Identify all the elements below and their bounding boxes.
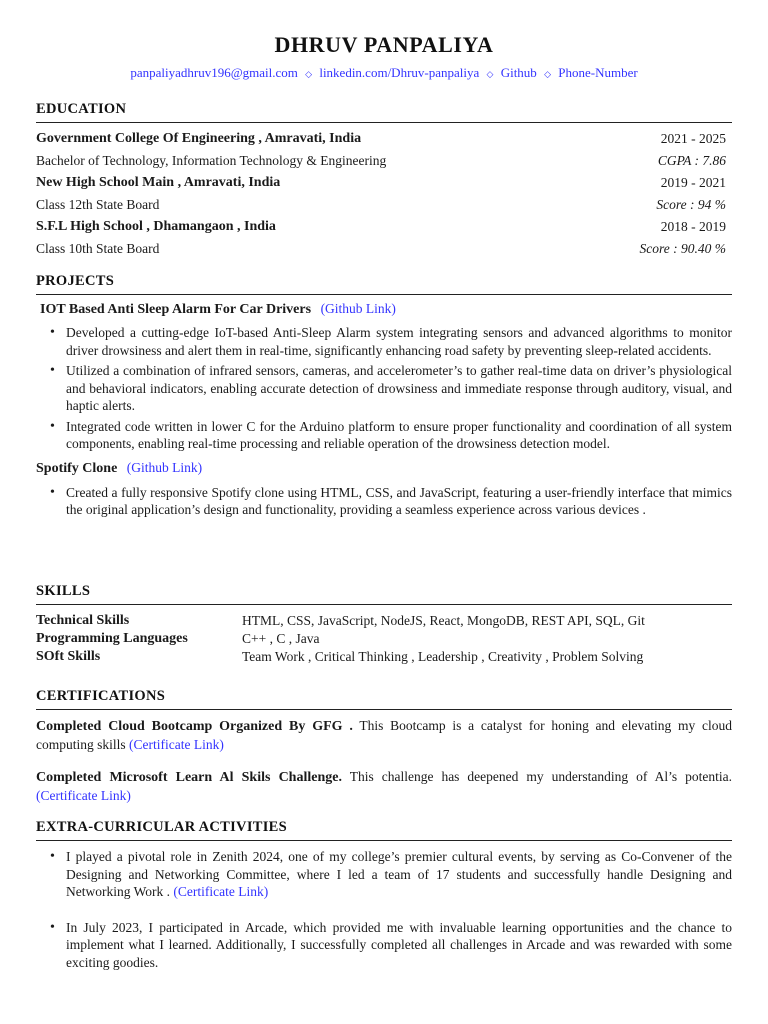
certification-name: Completed Microsoft Learn Al Skils Challenge. bbox=[36, 770, 342, 785]
contact-line bbox=[36, 65, 732, 81]
section-title: CERTIFICATIONS bbox=[36, 688, 732, 710]
project-title bbox=[36, 460, 732, 477]
separator-diamond-icon: ◇ bbox=[486, 70, 494, 80]
certifications-section bbox=[36, 688, 732, 805]
degree: Bachelor of Technology, Information Technology & Engineering bbox=[36, 153, 387, 168]
section-title: PROJECTS bbox=[36, 273, 732, 295]
activity-text: In July 2023, I participated in Arcade, which provided me with invaluable learning opportunities and the chance to implement what I learned. Additionally, I successfully completed all challenges in Arcade and was rewarded with some exciting goodies. bbox=[66, 919, 732, 970]
certificate-link[interactable]: (Certificate Link) bbox=[173, 884, 269, 899]
certification-text: This Bootcamp is a catalyst for honing and elevating my cloud computing skills bbox=[36, 718, 732, 752]
certification-name: Completed Cloud Bootcamp Organized By GFG . bbox=[36, 719, 353, 734]
education-detail bbox=[36, 150, 732, 172]
education-entry bbox=[36, 172, 732, 194]
list-item: • Created a fully responsive Spotify clone using HTML, CSS, and JavaScript, featuring a user-friendly interface that mimics the original application’s design and functionality, providing a seamless experience across various devices . bbox=[50, 484, 732, 519]
skills-table bbox=[36, 612, 732, 666]
activity-text: I played a pivotal role in Zenith 2024, one of my college’s premier cultural events, by serving as Co-Convener of the Designing and Networking Committee, where I led a team of 17 students and successfully handle Designing and Networking Work . bbox=[66, 849, 732, 899]
skill-value: HTML, CSS, JavaScript, NodeJS, React, MongoDB, REST API, SQL, Git bbox=[242, 613, 645, 628]
skills-section bbox=[36, 583, 732, 666]
separator-diamond-icon: ◇ bbox=[544, 70, 551, 80]
list-item bbox=[50, 919, 732, 972]
skill-label: SOft Skills bbox=[36, 649, 101, 664]
list-item bbox=[50, 848, 732, 901]
score: Score : 90.40 % bbox=[639, 241, 726, 256]
section-title: SKILLS bbox=[36, 583, 732, 605]
certification-item bbox=[36, 768, 732, 805]
separator-diamond-icon: ◇ bbox=[305, 70, 313, 80]
education-entry bbox=[36, 128, 732, 150]
github-link[interactable]: Github bbox=[500, 65, 537, 80]
education-detail bbox=[36, 238, 732, 260]
school-years: 2019 - 2021 bbox=[660, 175, 726, 190]
candidate-name: DHRUV PANPALIYA bbox=[274, 32, 494, 57]
section-title: EDUCATION bbox=[36, 101, 732, 123]
section-title: EXTRA-CURRICULAR ACTIVITIES bbox=[36, 819, 732, 841]
extracurricular-section bbox=[36, 819, 732, 971]
education-detail bbox=[36, 194, 732, 216]
project-title bbox=[40, 301, 732, 318]
linkedin-link[interactable]: linkedin.com/Dhruv-panpaliya bbox=[319, 65, 480, 80]
list-item: • Utilized a combination of infrared sensors, cameras, and accelerometer’s to gather real-time data on driver’s physiological and behavioral indicators, enabling accurate detection of drowsiness and immediate response through auditory, visual, and haptic alerts. bbox=[50, 362, 732, 415]
degree: Class 12th State Board bbox=[36, 197, 160, 212]
school-years: 2021 - 2025 bbox=[660, 131, 726, 146]
education-entry bbox=[36, 216, 732, 238]
email-link[interactable]: panpaliyadhruv196@gmail.com bbox=[130, 65, 298, 80]
certification-item bbox=[36, 717, 732, 754]
project-bullets bbox=[50, 484, 732, 519]
school-name: Government College Of Engineering , Amravati, India bbox=[36, 131, 362, 146]
phone-link[interactable]: Phone-Number bbox=[558, 65, 638, 80]
score: CGPA : 7.86 bbox=[657, 153, 726, 168]
certificate-link[interactable]: (Certificate Link) bbox=[36, 788, 131, 803]
activity-bullets bbox=[50, 848, 732, 971]
list-item: • Integrated code written in lower C for the Arduino platform to ensure proper functionality and coordination of all system components, enabling real-time processing and reliable operation of the drowsiness detection model. bbox=[50, 418, 732, 453]
project-bullets bbox=[50, 324, 732, 453]
school-years: 2018 - 2019 bbox=[660, 219, 726, 234]
school-name: S.F.L High School , Dhamangaon , India bbox=[36, 219, 276, 234]
skill-label: Technical Skills bbox=[36, 613, 130, 628]
list-item: • Developed a cutting-edge IoT-based Anti-Sleep Alarm system integrating sensors and advanced algorithms to monitor driver drowsiness and alert them in real-time, significantly enhancing road safety by preventing sleep-related accidents. bbox=[50, 324, 732, 359]
skill-label: Programming Languages bbox=[36, 631, 188, 646]
resume-page bbox=[36, 0, 732, 1024]
certification-text: This challenge has deepened my understanding of Al’s potentia. bbox=[341, 769, 732, 784]
certificate-link[interactable]: (Certificate Link) bbox=[129, 737, 224, 752]
skill-value: Team Work , Critical Thinking , Leadership , Creativity , Problem Solving bbox=[242, 649, 644, 664]
project-name: IOT Based Anti Sleep Alarm For Car Drivers bbox=[40, 302, 312, 317]
score: Score : 94 % bbox=[656, 197, 726, 212]
school-name: New High School Main , Amravati, India bbox=[36, 175, 281, 190]
project-name: Spotify Clone bbox=[36, 460, 118, 476]
degree: Class 10th State Board bbox=[36, 241, 160, 256]
education-section bbox=[36, 101, 732, 260]
skill-value: C++ , C , Java bbox=[242, 631, 320, 646]
github-link[interactable]: (Github Link) bbox=[126, 459, 203, 475]
projects-section bbox=[36, 273, 732, 519]
github-link[interactable]: (Github Link) bbox=[320, 301, 396, 316]
